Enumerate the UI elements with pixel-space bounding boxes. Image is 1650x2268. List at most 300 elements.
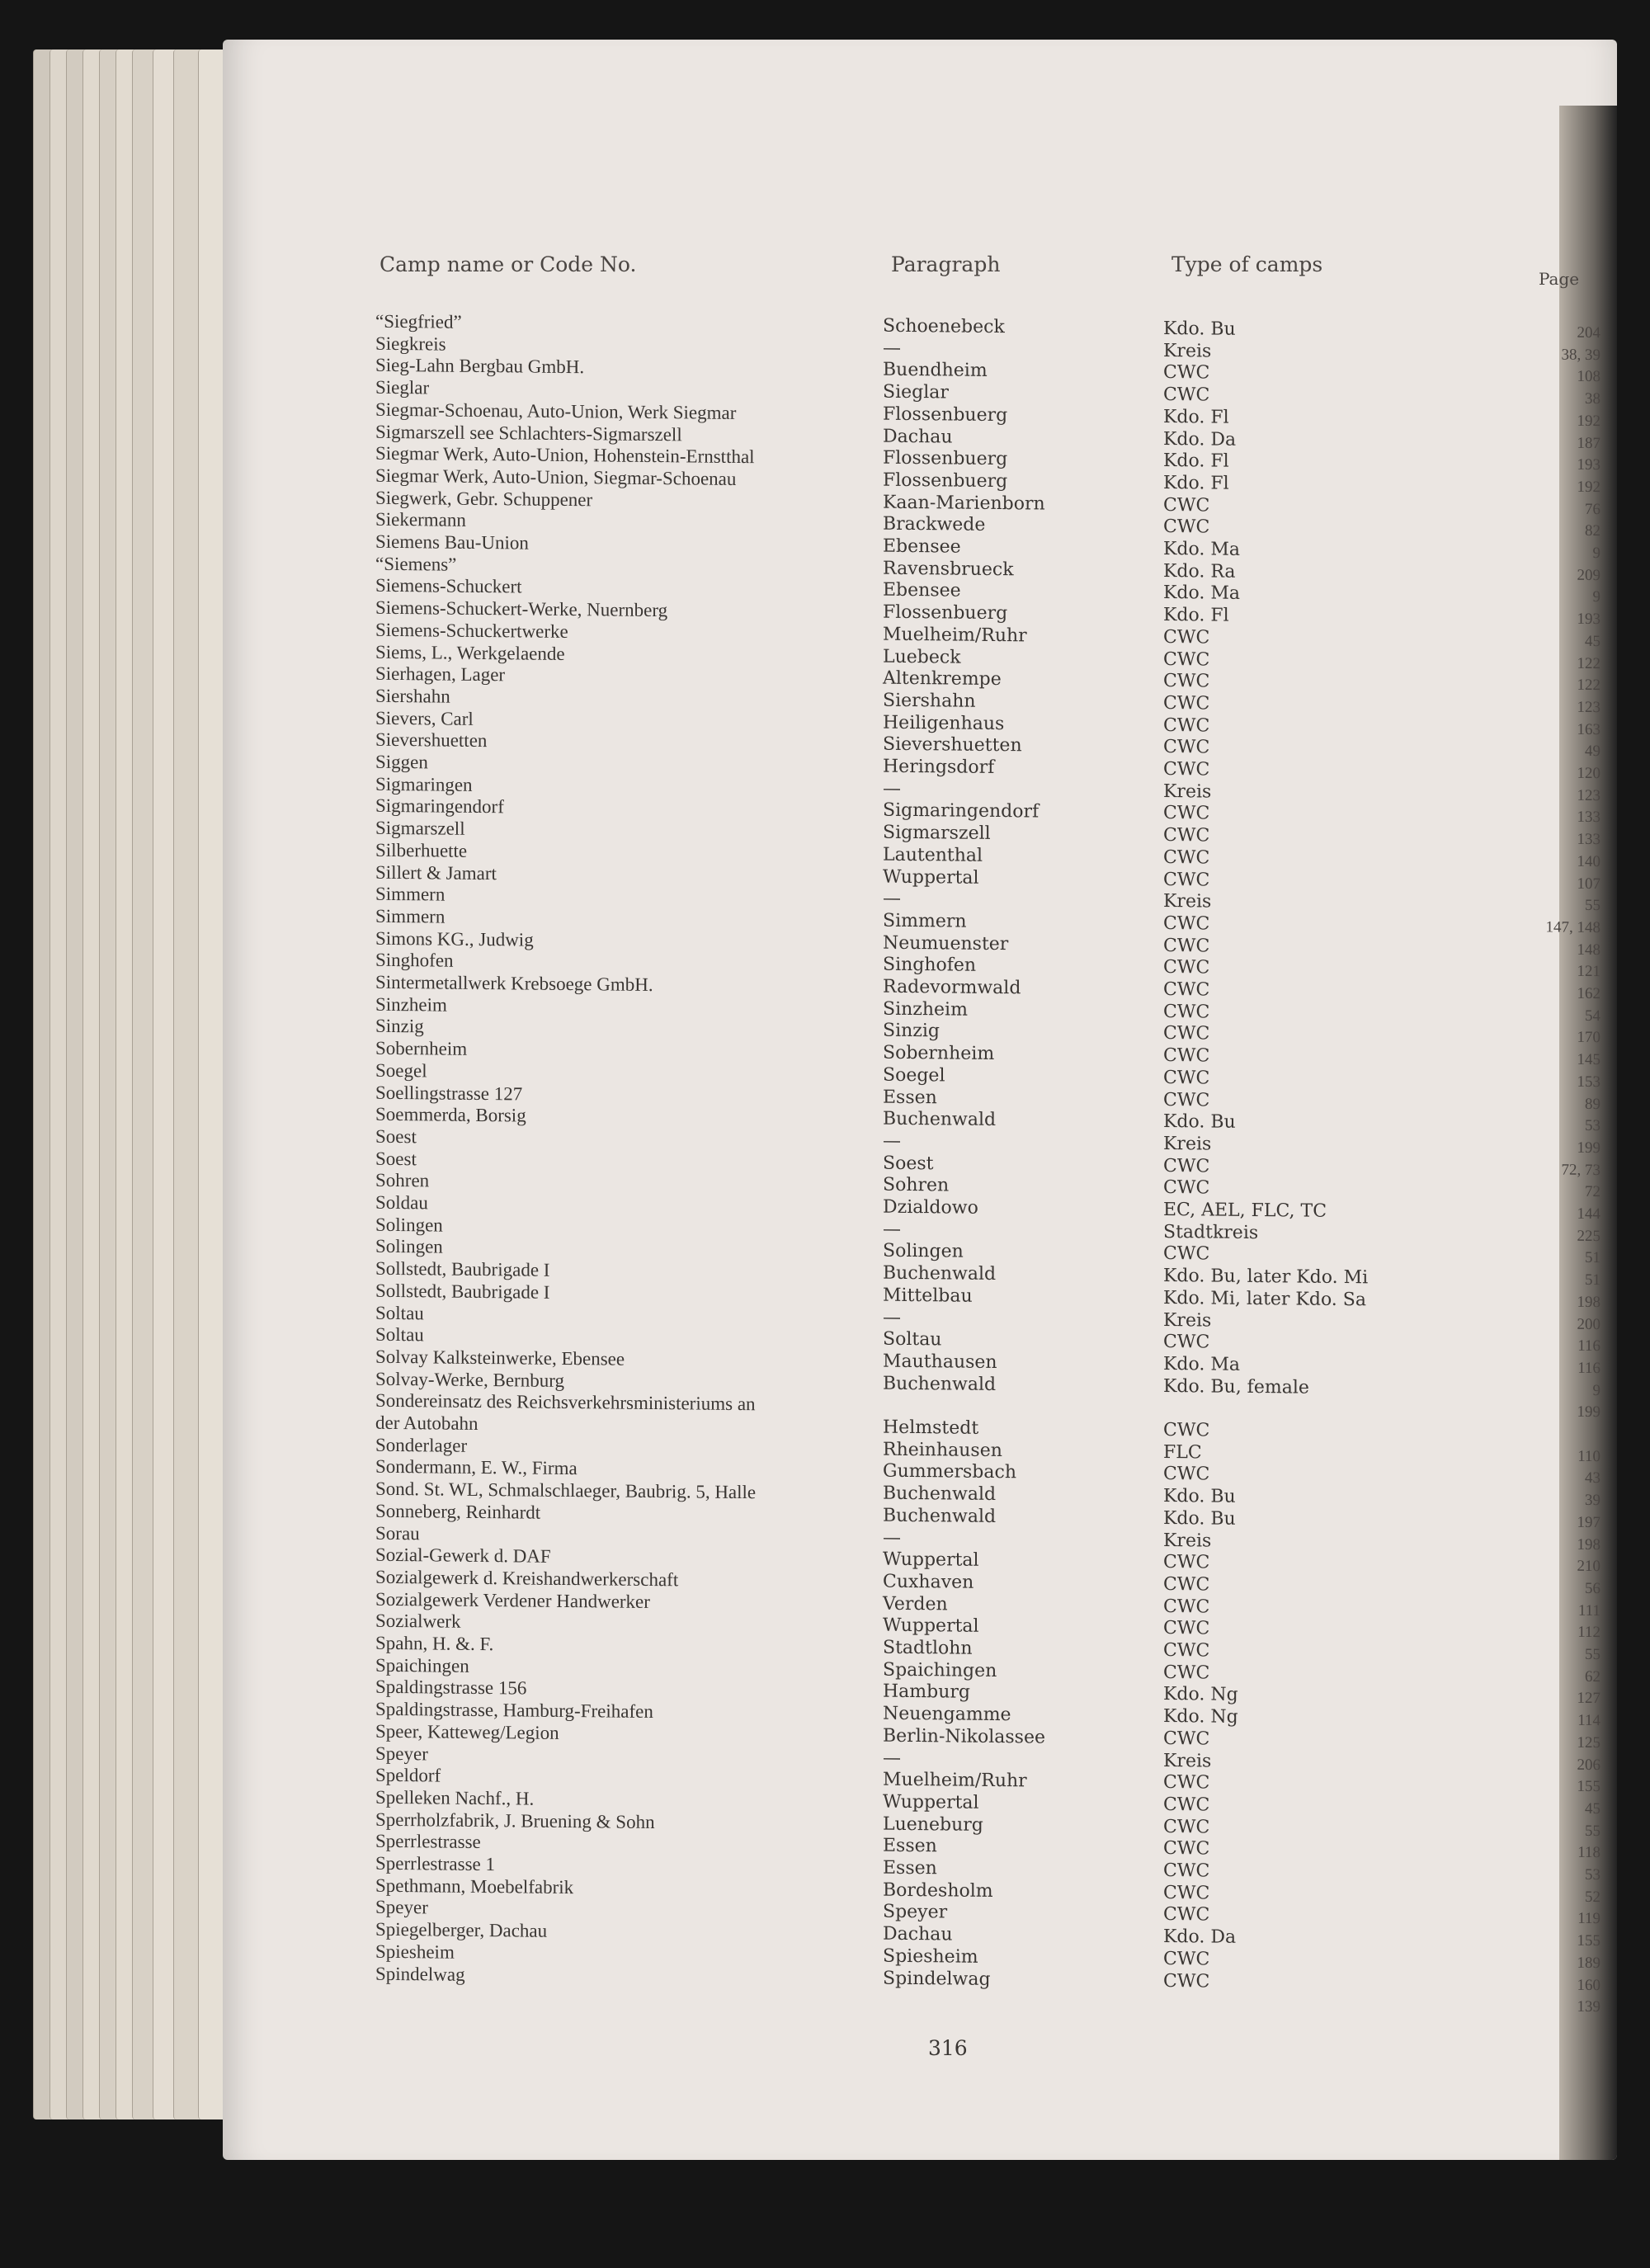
page-ref-cell: 155 bbox=[1577, 1931, 1600, 1950]
camp-name-cell: Sondermann, E. W., Firma bbox=[375, 1456, 578, 1479]
paragraph-cell: Muelheim/Ruhr bbox=[883, 624, 1027, 647]
camp-name-cell: Sigmarszell see Schlachters-Sigmarszell bbox=[375, 421, 682, 445]
paragraph-cell: Singhofen bbox=[883, 954, 977, 977]
paragraph-cell: Spaichingen bbox=[883, 1659, 997, 1681]
paragraph-cell: Verden bbox=[883, 1593, 948, 1615]
page-ref-cell: 62 bbox=[1585, 1667, 1600, 1686]
page-ref-cell: 155 bbox=[1577, 1777, 1600, 1796]
page-ref-cell: 9 bbox=[1592, 1381, 1600, 1399]
paragraph-cell: — bbox=[883, 888, 901, 910]
page-ref-cell: 145 bbox=[1577, 1050, 1600, 1069]
camp-name-cell: Sonneberg, Reinhardt bbox=[375, 1500, 541, 1523]
camp-type-cell: Kdo. Bu bbox=[1163, 1507, 1236, 1530]
camp-name-cell: Soest bbox=[375, 1148, 417, 1169]
paragraph-cell: Rheinhausen bbox=[883, 1439, 1002, 1461]
page-ref-cell: 53 bbox=[1585, 1865, 1600, 1884]
page-ref-cell: 162 bbox=[1577, 984, 1600, 1003]
paragraph-cell: Muelheim/Ruhr bbox=[883, 1769, 1027, 1792]
camp-type-cell: CWC bbox=[1163, 1045, 1210, 1067]
camp-type-cell: FLC bbox=[1163, 1441, 1202, 1464]
paragraph-cell: Dachau bbox=[883, 426, 953, 447]
camp-name-cell: Soegel bbox=[375, 1059, 427, 1082]
camp-name-cell: Sollstedt, Baubrigade I bbox=[375, 1257, 550, 1280]
paragraph-cell: Ebensee bbox=[883, 580, 961, 601]
camp-type-cell: Kdo. Ma bbox=[1163, 582, 1241, 605]
page-ref-cell: 39 bbox=[1585, 1491, 1600, 1510]
camp-type-cell: CWC bbox=[1163, 1882, 1210, 1904]
camp-type-cell: CWC bbox=[1163, 1794, 1210, 1816]
page-ref-cell: 55 bbox=[1585, 897, 1600, 915]
page-ref-cell: 133 bbox=[1577, 809, 1600, 827]
paragraph-cell: Buchenwald bbox=[883, 1505, 997, 1527]
paragraph-cell: Kaan-Marienborn bbox=[883, 492, 1045, 515]
page-ref-cell: 147, 148 bbox=[1545, 918, 1600, 936]
page-ref-cell: 163 bbox=[1577, 720, 1600, 738]
camp-name-cell: Sondereinsatz des Reichsverkehrsministeriums an bbox=[375, 1390, 756, 1415]
camp-name-cell: Sozial-Gewerk d. DAF bbox=[375, 1544, 551, 1568]
camp-type-cell: CWC bbox=[1163, 846, 1210, 869]
camp-type-cell: Kreis bbox=[1163, 780, 1212, 803]
paragraph-cell: Wuppertal bbox=[883, 866, 979, 889]
camp-name-cell: Spaldingstrasse, Hamburg-Freihafen bbox=[375, 1698, 653, 1723]
camp-name-cell: Sperrlestrasse 1 bbox=[375, 1852, 495, 1875]
header-paragraph: Paragraph bbox=[891, 252, 1001, 276]
paragraph-cell: Soegel bbox=[883, 1064, 945, 1087]
page-ref-cell: 82 bbox=[1585, 522, 1600, 540]
page-ref-cell: 125 bbox=[1577, 1733, 1600, 1752]
page-ref-cell: 38 bbox=[1585, 389, 1600, 408]
page-ref-cell: 53 bbox=[1585, 1117, 1600, 1135]
camp-type-cell: CWC bbox=[1163, 1904, 1210, 1926]
camp-name-cell: Spelleken Nachf., H. bbox=[375, 1786, 535, 1809]
page-ref-cell: 122 bbox=[1577, 654, 1600, 672]
page-ref-cell: 140 bbox=[1577, 852, 1600, 870]
camp-name-cell: Siershahn bbox=[375, 685, 450, 707]
camp-name-cell: Spaichingen bbox=[375, 1654, 469, 1676]
page-ref-cell: 76 bbox=[1585, 500, 1600, 518]
camp-type-cell: CWC bbox=[1163, 1067, 1210, 1089]
page-ref-cell: 118 bbox=[1577, 1844, 1600, 1862]
paragraph-cell: Mauthausen bbox=[883, 1351, 997, 1373]
page-ref-cell: 197 bbox=[1577, 1513, 1600, 1531]
paragraph-cell: Neumuenster bbox=[883, 932, 1009, 955]
page-ref-cell: 114 bbox=[1577, 1711, 1600, 1730]
camp-name-cell: Silberhuette bbox=[375, 839, 468, 861]
page-ref-cell: 111 bbox=[1577, 1601, 1600, 1620]
camp-name-cell: Soldau bbox=[375, 1191, 428, 1214]
camp-type-cell: Kdo. Fl bbox=[1163, 605, 1229, 626]
camp-name-cell: Siegmar Werk, Auto-Union, Siegmar-Schoenau bbox=[375, 464, 737, 489]
camp-type-cell: Kdo. Ra bbox=[1163, 560, 1236, 582]
paragraph-cell: Flossenbuerg bbox=[883, 403, 1008, 426]
page-ref-cell: 9 bbox=[1592, 588, 1600, 606]
camp-type-cell: Kreis bbox=[1163, 891, 1212, 912]
camp-name-cell: Soltau bbox=[375, 1323, 424, 1346]
camp-type-cell: CWC bbox=[1163, 1596, 1210, 1618]
camp-type-cell: CWC bbox=[1163, 978, 1210, 1001]
page-ref-cell: 89 bbox=[1585, 1095, 1600, 1113]
camp-type-cell: CWC bbox=[1163, 692, 1210, 714]
paragraph-cell: Brackwede bbox=[883, 513, 986, 536]
paragraph-cell: Stadtlohn bbox=[883, 1637, 973, 1659]
camp-type-cell: Kreis bbox=[1163, 1530, 1212, 1552]
page-ref-cell: 200 bbox=[1577, 1315, 1600, 1333]
page-ref-cell: 45 bbox=[1585, 632, 1600, 650]
camp-type-cell: CWC bbox=[1163, 1243, 1210, 1265]
camp-type-cell: CWC bbox=[1163, 1728, 1210, 1750]
paragraph-cell: Buchenwald bbox=[883, 1262, 997, 1285]
paragraph-cell: Mittelbau bbox=[883, 1285, 973, 1307]
page-ref-cell: 116 bbox=[1577, 1359, 1600, 1377]
camp-type-cell: Kdo. Da bbox=[1163, 1926, 1237, 1948]
camp-name-cell: Solingen bbox=[375, 1236, 443, 1257]
paragraph-cell: Sigmaringendorf bbox=[883, 800, 1040, 823]
camp-name-cell: Speldorf bbox=[375, 1764, 441, 1786]
page-ref-cell: 51 bbox=[1585, 1271, 1600, 1290]
paragraph-cell: Dzialdowo bbox=[883, 1196, 978, 1219]
paragraph-cell: Spiesheim bbox=[883, 1945, 978, 1968]
camp-type-cell: Kreis bbox=[1163, 1309, 1212, 1332]
page-ref-cell: 206 bbox=[1577, 1756, 1600, 1774]
camp-type-cell: CWC bbox=[1163, 1155, 1210, 1177]
camp-name-cell: “Siemens” bbox=[375, 553, 457, 575]
camp-name-cell: Sozialgewerk d. Kreishandwerkerschaft bbox=[375, 1566, 679, 1591]
camp-type-cell: CWC bbox=[1163, 957, 1210, 978]
camp-name-cell: Solvay Kalksteinwerke, Ebensee bbox=[375, 1346, 625, 1370]
paragraph-cell: Speyer bbox=[883, 1902, 948, 1923]
page-ref-cell: 56 bbox=[1585, 1579, 1600, 1597]
paragraph-cell: Essen bbox=[883, 1857, 937, 1879]
paragraph-cell: Sigmarszell bbox=[883, 822, 991, 845]
camp-type-cell: Kdo. Bu, female bbox=[1163, 1375, 1309, 1398]
paragraph-cell: Altenkrempe bbox=[883, 667, 1002, 691]
camp-type-cell: CWC bbox=[1163, 1772, 1210, 1794]
camp-type-cell: Kdo. Da bbox=[1163, 428, 1237, 450]
camp-name-cell: Siemens-Schuckertwerke bbox=[375, 619, 568, 642]
camp-name-cell: Spiesheim bbox=[375, 1940, 455, 1963]
camp-type-cell: CWC bbox=[1163, 516, 1210, 538]
camp-type-cell: CWC bbox=[1163, 1464, 1210, 1485]
camp-name-cell: Sozialwerk bbox=[375, 1610, 461, 1633]
document-page bbox=[223, 40, 1617, 2160]
camp-type-cell: CWC bbox=[1163, 1332, 1210, 1353]
page-ref-cell: 192 bbox=[1577, 412, 1600, 430]
camp-type-cell: Kdo. Ma bbox=[1163, 1353, 1241, 1375]
page-ref-cell: 199 bbox=[1577, 1139, 1600, 1157]
page-number: 316 bbox=[928, 2036, 968, 2060]
paragraph-cell: Bordesholm bbox=[883, 1879, 993, 1902]
paragraph-cell: Dachau bbox=[883, 1923, 953, 1945]
page-ref-cell: 116 bbox=[1577, 1337, 1600, 1356]
page-ref-cell: 139 bbox=[1577, 1997, 1600, 2016]
paragraph-cell: Flossenbuerg bbox=[883, 601, 1008, 625]
camp-name-cell: Sorau bbox=[375, 1522, 420, 1544]
camp-type-cell: CWC bbox=[1163, 648, 1210, 670]
camp-name-cell: Simons KG., Judwig bbox=[375, 927, 534, 950]
paragraph-cell: Heiligenhaus bbox=[883, 712, 1005, 734]
page-ref-cell: 55 bbox=[1585, 1645, 1600, 1664]
camp-name-cell: Sievershuetten bbox=[375, 729, 488, 752]
camp-name-cell: Solvay-Werke, Bernburg bbox=[375, 1368, 564, 1391]
camp-name-cell: Siemens Bau-Union bbox=[375, 530, 529, 554]
paragraph-cell: Wuppertal bbox=[883, 1615, 979, 1638]
page-ref-cell: 43 bbox=[1585, 1469, 1600, 1488]
paragraph-cell: Ravensbrueck bbox=[883, 558, 1014, 580]
camp-name-cell: Siekermann bbox=[375, 509, 466, 531]
camp-type-cell: CWC bbox=[1163, 1816, 1210, 1838]
camp-name-cell: Siems, L., Werkgelaende bbox=[375, 641, 565, 664]
camp-type-cell: Stadtkreis bbox=[1163, 1221, 1259, 1243]
paragraph-cell: — bbox=[883, 1219, 901, 1240]
camp-name-cell: Spaldingstrasse 156 bbox=[375, 1676, 527, 1699]
page-ref-cell: 225 bbox=[1577, 1227, 1600, 1245]
page-ref-cell: 9 bbox=[1592, 544, 1600, 563]
page-ref-cell: 133 bbox=[1577, 830, 1600, 849]
camp-type-cell: CWC bbox=[1163, 1023, 1210, 1044]
paragraph-cell: Wuppertal bbox=[883, 1791, 979, 1813]
page-ref-cell: 52 bbox=[1585, 1888, 1600, 1906]
paragraph-cell: Helmstedt bbox=[883, 1417, 979, 1439]
paragraph-cell: Heringsdorf bbox=[883, 756, 995, 778]
paragraph-cell: Hamburg bbox=[883, 1681, 971, 1704]
camp-name-cell: Singhofen bbox=[375, 950, 454, 971]
paragraph-cell: Sinzheim bbox=[883, 998, 968, 1021]
camp-type-cell: Kdo. Mi, later Kdo. Sa bbox=[1163, 1287, 1366, 1311]
camp-type-cell: EC, AEL, FLC, TC bbox=[1163, 1199, 1327, 1222]
camp-name-cell: Soellingstrasse 127 bbox=[375, 1082, 523, 1104]
camp-type-cell: Kreis bbox=[1163, 1133, 1212, 1155]
camp-type-cell: CWC bbox=[1163, 1177, 1210, 1199]
camp-name-cell: Simmern bbox=[375, 883, 446, 905]
camp-type-cell: Kdo. Bu, later Kdo. Mi bbox=[1163, 1266, 1369, 1289]
paragraph-cell: — bbox=[883, 1747, 901, 1769]
camp-name-cell: Sozialgewerk Verdener Handwerker bbox=[375, 1588, 650, 1612]
camp-type-cell: CWC bbox=[1163, 1838, 1210, 1860]
camp-name-cell: Speyer bbox=[375, 1742, 428, 1764]
camp-name-cell: Sperrholzfabrik, J. Bruening & Sohn bbox=[375, 1808, 655, 1832]
camp-type-cell: Kdo. Fl bbox=[1163, 472, 1229, 494]
page-ref-cell: 123 bbox=[1577, 698, 1600, 716]
camp-name-cell: Sillert & Jamart bbox=[375, 861, 497, 884]
camp-name-cell: Sohren bbox=[375, 1170, 430, 1191]
page-ref-cell: 121 bbox=[1577, 963, 1600, 981]
camp-name-cell: Siegwerk, Gebr. Schuppener bbox=[375, 487, 593, 510]
camp-type-cell: Kdo. Bu bbox=[1163, 1111, 1236, 1133]
paragraph-cell: Sieglar bbox=[883, 381, 949, 403]
page-ref-cell: 72 bbox=[1585, 1183, 1600, 1201]
page-ref-cell: 72, 73 bbox=[1561, 1161, 1600, 1179]
camp-name-cell: “Siegfried” bbox=[375, 310, 462, 332]
camp-name-cell: Sonderlager bbox=[375, 1434, 468, 1456]
camp-name-cell: der Autobahn bbox=[375, 1412, 478, 1434]
camp-type-cell: Kdo. Ng bbox=[1163, 1706, 1238, 1728]
camp-name-cell: Spahn, H. &. F. bbox=[375, 1632, 494, 1655]
camp-type-cell: CWC bbox=[1163, 1419, 1210, 1441]
paragraph-cell: Lueneburg bbox=[883, 1813, 983, 1836]
camp-name-cell: Speyer bbox=[375, 1897, 428, 1918]
camp-name-cell: Sinzheim bbox=[375, 993, 447, 1016]
paragraph-cell: Solingen bbox=[883, 1241, 964, 1263]
paragraph-cell: Sinzig bbox=[883, 1021, 940, 1042]
camp-type-cell: Kdo. Fl bbox=[1163, 450, 1229, 472]
camp-name-cell: Sollstedt, Baubrigade I bbox=[375, 1280, 550, 1303]
paragraph-cell: Wuppertal bbox=[883, 1549, 979, 1571]
paragraph-cell: Luebeck bbox=[883, 646, 961, 668]
paragraph-cell: Soest bbox=[883, 1153, 934, 1174]
camp-type-cell: CWC bbox=[1163, 1970, 1210, 1992]
camp-type-cell: CWC bbox=[1163, 1639, 1210, 1662]
page-ref-cell: 187 bbox=[1577, 434, 1600, 452]
paragraph-cell: Lautenthal bbox=[883, 844, 983, 866]
camp-type-cell: Kdo. Ng bbox=[1163, 1684, 1238, 1706]
paragraph-cell: Buchenwald bbox=[883, 1108, 997, 1131]
page-ref-cell: 148 bbox=[1577, 941, 1600, 959]
camp-type-cell: CWC bbox=[1163, 1662, 1210, 1684]
paragraph-cell: — bbox=[883, 337, 901, 359]
paragraph-cell: Spindelwag bbox=[883, 1968, 991, 1990]
paragraph-cell: — bbox=[883, 1527, 901, 1549]
camp-type-cell: CWC bbox=[1163, 1552, 1210, 1573]
camp-name-cell: Solingen bbox=[375, 1214, 443, 1236]
camp-type-cell: CWC bbox=[1163, 1573, 1210, 1596]
paragraph-cell: Soltau bbox=[883, 1328, 942, 1351]
page-ref-cell: 204 bbox=[1577, 323, 1600, 342]
page-ref-cell: 122 bbox=[1577, 676, 1600, 695]
camp-name-cell: Sond. St. WL, Schmalschlaeger, Baubrig. 5, Halle bbox=[375, 1478, 757, 1503]
camp-type-cell: CWC bbox=[1163, 1948, 1210, 1970]
camp-type-cell: CWC bbox=[1163, 1618, 1210, 1639]
paragraph-cell: Gummersbach bbox=[883, 1461, 1016, 1483]
camp-name-cell: Spiegelberger, Dachau bbox=[375, 1918, 548, 1941]
paragraph-cell: Schoenebeck bbox=[883, 315, 1005, 338]
header-type: Type of camps bbox=[1172, 252, 1323, 276]
camp-name-cell: Sperrlestrasse bbox=[375, 1831, 481, 1853]
camp-type-cell: Kdo. Ma bbox=[1163, 538, 1241, 560]
paragraph-cell: Radevormwald bbox=[883, 976, 1021, 999]
camp-name-cell: Soltau bbox=[375, 1302, 424, 1323]
paragraph-cell: — bbox=[883, 778, 901, 799]
page-ref-cell: 153 bbox=[1577, 1073, 1600, 1091]
paragraph-cell: Berlin-Nikolassee bbox=[883, 1725, 1046, 1748]
page-ref-cell: 189 bbox=[1577, 1954, 1600, 1972]
camp-type-cell: Kreis bbox=[1163, 1750, 1212, 1772]
camp-name-cell: Sievers, Carl bbox=[375, 707, 474, 729]
camp-name-cell: Sintermetallwerk Krebsoege GmbH. bbox=[375, 971, 653, 996]
camp-name-cell: Sierhagen, Lager bbox=[375, 662, 506, 686]
camp-name-cell: Siegmar-Schoenau, Auto-Union, Werk Siegmar bbox=[375, 398, 737, 423]
page-ref-cell: 192 bbox=[1577, 478, 1600, 496]
camp-type-cell: CWC bbox=[1163, 1001, 1210, 1023]
camp-type-cell: CWC bbox=[1163, 737, 1210, 758]
camp-type-cell: Kdo. Bu bbox=[1163, 318, 1236, 340]
camp-name-cell: Spethmann, Moebelfabrik bbox=[375, 1874, 574, 1898]
camp-name-cell: Siemens-Schuckert-Werke, Nuernberg bbox=[375, 596, 668, 621]
page-ref-cell: 193 bbox=[1577, 455, 1600, 474]
camp-type-cell: CWC bbox=[1163, 869, 1210, 890]
paragraph-cell: Simmern bbox=[883, 910, 967, 932]
header-camp-name: Camp name or Code No. bbox=[380, 252, 637, 276]
page-ref-cell: 38, 39 bbox=[1561, 346, 1600, 364]
page-ref-cell: 193 bbox=[1577, 610, 1600, 629]
paragraph-cell: Neuengamme bbox=[883, 1703, 1011, 1726]
page-ref-cell: 198 bbox=[1577, 1293, 1600, 1311]
camp-name-cell: Speer, Katteweg/Legion bbox=[375, 1720, 559, 1743]
camp-name-cell: Sieglar bbox=[375, 376, 430, 398]
page-ref-cell: 199 bbox=[1577, 1403, 1600, 1422]
header-page: Page bbox=[1539, 269, 1580, 289]
camp-type-cell: CWC bbox=[1163, 714, 1210, 737]
page-ref-cell: 210 bbox=[1577, 1557, 1600, 1576]
page-ref-cell: 112 bbox=[1577, 1624, 1600, 1642]
camp-type-cell: CWC bbox=[1163, 384, 1210, 406]
page-ref-cell: 108 bbox=[1577, 368, 1600, 386]
camp-type-cell: CWC bbox=[1163, 671, 1210, 692]
page-ref-cell: 209 bbox=[1577, 566, 1600, 584]
page-ref-cell: 49 bbox=[1585, 743, 1600, 761]
camp-name-cell: Sinzig bbox=[375, 1016, 424, 1037]
camp-type-cell: CWC bbox=[1163, 758, 1210, 780]
page-ref-cell: 45 bbox=[1585, 1799, 1600, 1818]
camp-type-cell: Kdo. Bu bbox=[1163, 1486, 1236, 1507]
paragraph-cell: Siershahn bbox=[883, 690, 976, 712]
camp-name-cell: Sigmaringen bbox=[375, 773, 473, 795]
camp-type-cell: CWC bbox=[1163, 1089, 1210, 1110]
paragraph-cell: Buendheim bbox=[883, 360, 988, 382]
page-ref-cell: 110 bbox=[1577, 1447, 1600, 1465]
page-ref-cell: 127 bbox=[1577, 1690, 1600, 1708]
page-ref-cell: 54 bbox=[1585, 1007, 1600, 1025]
paragraph-cell: Sobernheim bbox=[883, 1042, 995, 1065]
camp-name-cell: Siemens-Schuckert bbox=[375, 575, 522, 597]
page-ref-cell: 198 bbox=[1577, 1535, 1600, 1554]
camp-type-cell: CWC bbox=[1163, 626, 1210, 648]
paragraph-cell: Essen bbox=[883, 1835, 937, 1857]
camp-name-cell: Soest bbox=[375, 1125, 417, 1148]
page-ref-cell: 144 bbox=[1577, 1205, 1600, 1224]
paragraph-cell: Flossenbuerg bbox=[883, 469, 1008, 493]
page-ref-cell: 123 bbox=[1577, 786, 1600, 804]
paragraph-cell: Sievershuetten bbox=[883, 733, 1022, 757]
camp-type-cell: CWC bbox=[1163, 912, 1210, 935]
page-ref-cell: 119 bbox=[1577, 1910, 1600, 1928]
page-ref-cell: 51 bbox=[1585, 1249, 1600, 1267]
camp-type-cell: CWC bbox=[1163, 362, 1210, 384]
paragraph-cell: Flossenbuerg bbox=[883, 447, 1008, 470]
camp-name-cell: Simmern bbox=[375, 905, 446, 927]
camp-type-cell: Kreis bbox=[1163, 340, 1212, 362]
page-ref-cell: 55 bbox=[1585, 1822, 1600, 1840]
camp-name-cell: Soemmerda, Borsig bbox=[375, 1103, 526, 1126]
paragraph-cell: Essen bbox=[883, 1087, 937, 1108]
paragraph-cell: Cuxhaven bbox=[883, 1571, 974, 1593]
page-ref-cell: 170 bbox=[1577, 1029, 1600, 1047]
page-ref-cell: 107 bbox=[1577, 875, 1600, 893]
index-table bbox=[223, 40, 1617, 2160]
paragraph-cell: — bbox=[883, 1130, 901, 1152]
camp-name-cell: Siggen bbox=[375, 751, 428, 773]
camp-type-cell: CWC bbox=[1163, 494, 1210, 516]
paragraph-cell: — bbox=[883, 1307, 901, 1328]
paragraph-cell: Buchenwald bbox=[883, 1483, 997, 1506]
camp-name-cell: Spindelwag bbox=[375, 1963, 465, 1985]
paragraph-cell: Ebensee bbox=[883, 535, 961, 558]
paragraph-cell: Sohren bbox=[883, 1174, 950, 1196]
page-ref-cell: 120 bbox=[1577, 764, 1600, 783]
camp-type-cell: CWC bbox=[1163, 1860, 1210, 1882]
camp-type-cell: CWC bbox=[1163, 803, 1210, 824]
camp-name-cell: Siegkreis bbox=[375, 332, 446, 355]
camp-type-cell: Kdo. Fl bbox=[1163, 406, 1229, 428]
